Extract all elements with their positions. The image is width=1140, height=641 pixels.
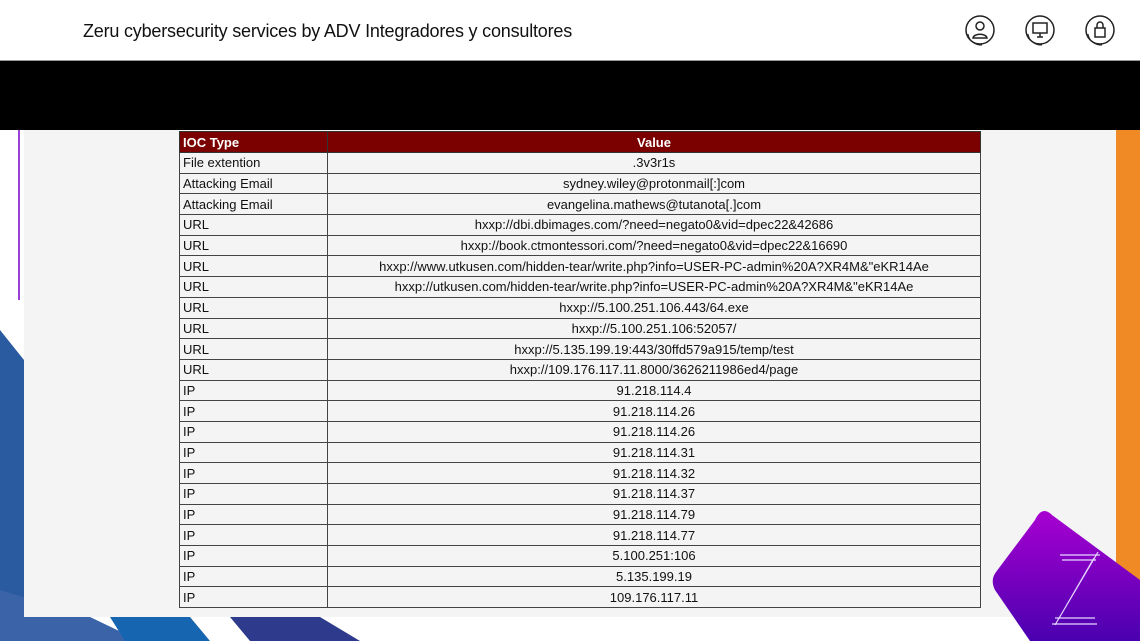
value-cell: evangelina.mathews@tutanota[.]com (328, 194, 981, 215)
ioc-type-cell: IP (180, 463, 328, 484)
table-row (180, 484, 981, 505)
table-row (180, 256, 981, 277)
ioc-type-cell: IP (180, 380, 328, 401)
table-row (180, 318, 981, 339)
table-row (180, 153, 981, 174)
value-cell: hxxp://book.ctmontessori.com/?need=negato0&vid=dpec22&16690 (328, 235, 981, 256)
ioc-type-cell: IP (180, 587, 328, 608)
ioc-type-cell: URL (180, 256, 328, 277)
ioc-type-cell: IP (180, 566, 328, 587)
ioc-type-cell: IP (180, 546, 328, 567)
value-cell: sydney.wiley@protonmail[:]com (328, 173, 981, 194)
ioc-type-cell: Attacking Email (180, 173, 328, 194)
table-row (180, 194, 981, 215)
value-cell: 91.218.114.77 (328, 525, 981, 546)
value-cell: 91.218.114.79 (328, 504, 981, 525)
ioc-type-cell: URL (180, 318, 328, 339)
table-row (180, 215, 981, 236)
table-row (180, 546, 981, 567)
table-row (180, 380, 981, 401)
value-cell: 91.218.114.32 (328, 463, 981, 484)
value-cell: .3v3r1s (328, 153, 981, 174)
lock-user-icon (1082, 12, 1118, 48)
ioc-type-cell: IP (180, 401, 328, 422)
table-row (180, 297, 981, 318)
value-cell: hxxp://109.176.117.11.8000/3626211986ed4/page (328, 359, 981, 380)
ioc-type-cell: URL (180, 235, 328, 256)
ioc-type-cell: URL (180, 277, 328, 298)
ioc-type-cell: IP (180, 484, 328, 505)
slide-title: Zeru cybersecurity services by ADV Integradores y consultores (83, 21, 573, 41)
ioc-type-cell: IP (180, 421, 328, 442)
ioc-type-cell: URL (180, 215, 328, 236)
support-agent-icon (962, 12, 998, 48)
value-cell: 109.176.117.11 (328, 587, 981, 608)
table-row (180, 463, 981, 484)
column-header-ioc-type: IOC Type (180, 132, 328, 153)
table-row (180, 442, 981, 463)
ioc-type-cell: IP (180, 504, 328, 525)
value-cell: 91.218.114.4 (328, 380, 981, 401)
table-row (180, 277, 981, 298)
ioc-table (179, 131, 981, 608)
table-row (180, 587, 981, 608)
value-cell: hxxp://www.utkusen.com/hidden-tear/write.php?info=USER-PC-admin%20A?XR4M&"eKR14Ae (328, 256, 981, 277)
value-cell: hxxp://dbi.dbimages.com/?need=negato0&vid=dpec22&42686 (328, 215, 981, 236)
column-header-value: Value (328, 132, 981, 153)
table-row (180, 525, 981, 546)
ioc-type-cell: IP (180, 442, 328, 463)
ioc-type-cell: File extention (180, 153, 328, 174)
value-cell: hxxp://5.100.251.106.443/64.exe (328, 297, 981, 318)
table-header-row (180, 132, 981, 153)
value-cell: 5.100.251:106 (328, 546, 981, 567)
ioc-type-cell: Attacking Email (180, 194, 328, 215)
value-cell: 91.218.114.37 (328, 484, 981, 505)
table-row (180, 421, 981, 442)
table-row (180, 504, 981, 525)
table-row (180, 566, 981, 587)
value-cell: 91.218.114.31 (328, 442, 981, 463)
value-cell: 5.135.199.19 (328, 566, 981, 587)
ioc-type-cell: URL (180, 297, 328, 318)
value-cell: 91.218.114.26 (328, 401, 981, 422)
black-banner (0, 61, 1140, 130)
table-row (180, 401, 981, 422)
value-cell: 91.218.114.26 (328, 421, 981, 442)
table-row (180, 173, 981, 194)
slide-header (0, 0, 1140, 61)
monitor-security-icon (1022, 12, 1058, 48)
value-cell: hxxp://5.100.251.106:52057/ (328, 318, 981, 339)
value-cell: hxxp://5.135.199.19:443/30ffd579a915/temp/test (328, 339, 981, 360)
table-row (180, 339, 981, 360)
ioc-type-cell: URL (180, 359, 328, 380)
value-cell: hxxp://utkusen.com/hidden-tear/write.php?info=USER-PC-admin%20A?XR4M&"eKR14Ae (328, 277, 981, 298)
zeru-logo (990, 500, 1140, 641)
ioc-type-cell: URL (180, 339, 328, 360)
ioc-type-cell: IP (180, 525, 328, 546)
table-row (180, 359, 981, 380)
table-row (180, 235, 981, 256)
